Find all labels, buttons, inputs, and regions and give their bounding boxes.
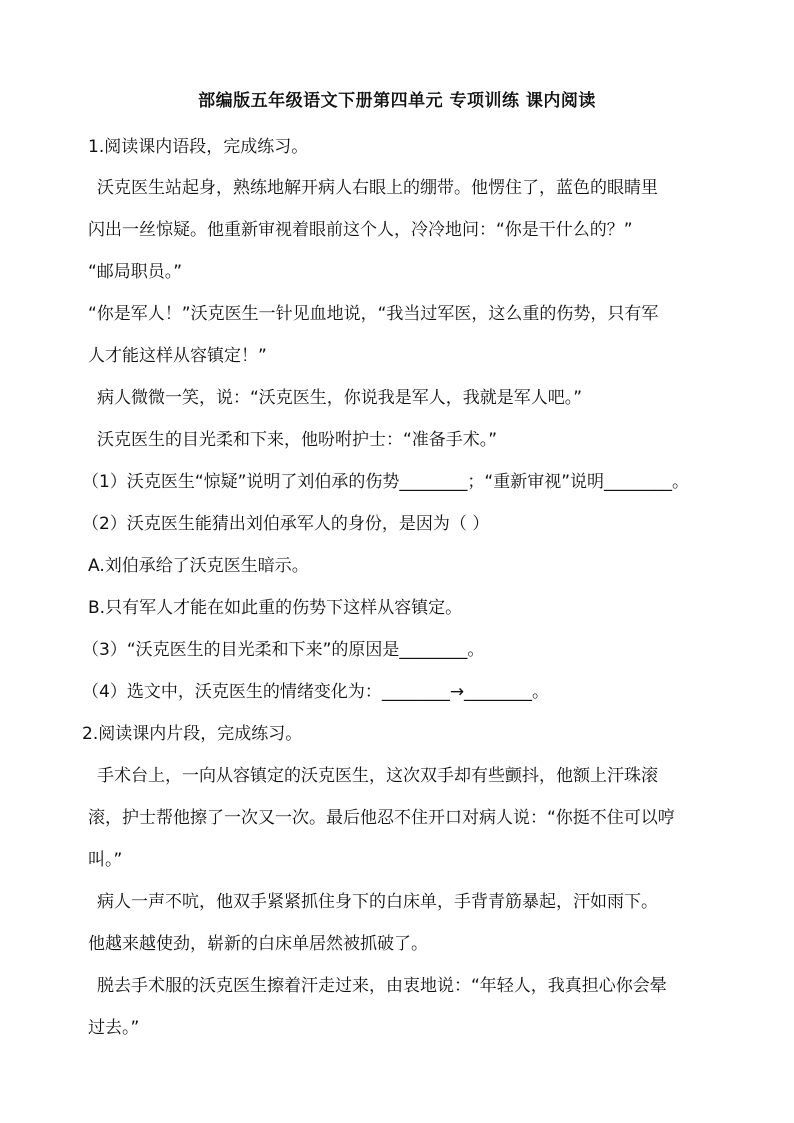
sub-question-4: （4）选文中，沃克医生的情绪变化为：________→________。: [82, 682, 550, 702]
passage-2-line: 他越来越使劲，崭新的白床单居然被抓破了。: [88, 934, 428, 954]
option-b: B.只有军人才能在如此重的伤势下这样从容镇定。: [88, 598, 463, 618]
sub-question-2: （2）沃克医生能猜出刘伯承军人的身份，是因为（ ）: [82, 514, 490, 534]
passage-1-line: “邮局职员。”: [88, 262, 183, 282]
page-title: 部编版五年级语文下册第四单元 专项训练 课内阅读: [198, 91, 596, 111]
passage-1-line: 病人微微一笑，说：“沃克医生，你说我是军人，我就是军人吧。”: [97, 388, 583, 408]
passage-1-line: 人才能这样从容镇定！”: [88, 346, 267, 366]
passage-2-line: 手术台上，一向从容镇定的沃克医生，这次双手却有些颤抖，他额上汗珠滚: [97, 766, 658, 786]
passage-2-line: 滚，护士帮他擦了一次又一次。最后他忍不住开口对病人说：“你挺不住可以哼: [88, 808, 675, 828]
passage-2-line: 过去。”: [88, 1018, 140, 1038]
question-2-heading: 2.阅读课内片段，完成练习。: [82, 724, 303, 744]
sub-question-3: （3）“沃克医生的目光柔和下来”的原因是________。: [82, 640, 485, 660]
passage-2-line: 脱去手术服的沃克医生擦着汗走过来，由衷地说：“年轻人，我真担心你会晕: [97, 976, 667, 996]
passage-1-line: 沃克医生站起身，熟练地解开病人右眼上的绷带。他愣住了，蓝色的眼睛里: [97, 178, 658, 198]
sub-question-1: （1）沃克医生“惊疑”说明了刘伯承的伤势________；“重新审视”说明________。: [82, 472, 690, 492]
passage-1-line: “你是军人！”沃克医生一针见血地说，“我当过军医，这么重的伤势，只有军: [88, 304, 659, 324]
passage-1-line: 闪出一丝惊疑。他重新审视着眼前这个人，冷冷地问：“你是干什么的？”: [88, 220, 633, 240]
option-a: A.刘伯承给了沃克医生暗示。: [88, 556, 309, 576]
passage-1-line: 沃克医生的目光柔和下来，他吩咐护士：“准备手术。”: [97, 430, 498, 450]
passage-2-line: 病人一声不吭，他双手紧紧抓住身下的白床单，手背青筋暴起，汗如雨下。: [97, 892, 658, 912]
question-1-heading: 1.阅读课内语段，完成练习。: [88, 137, 309, 157]
passage-2-line: 叫。”: [88, 850, 123, 870]
